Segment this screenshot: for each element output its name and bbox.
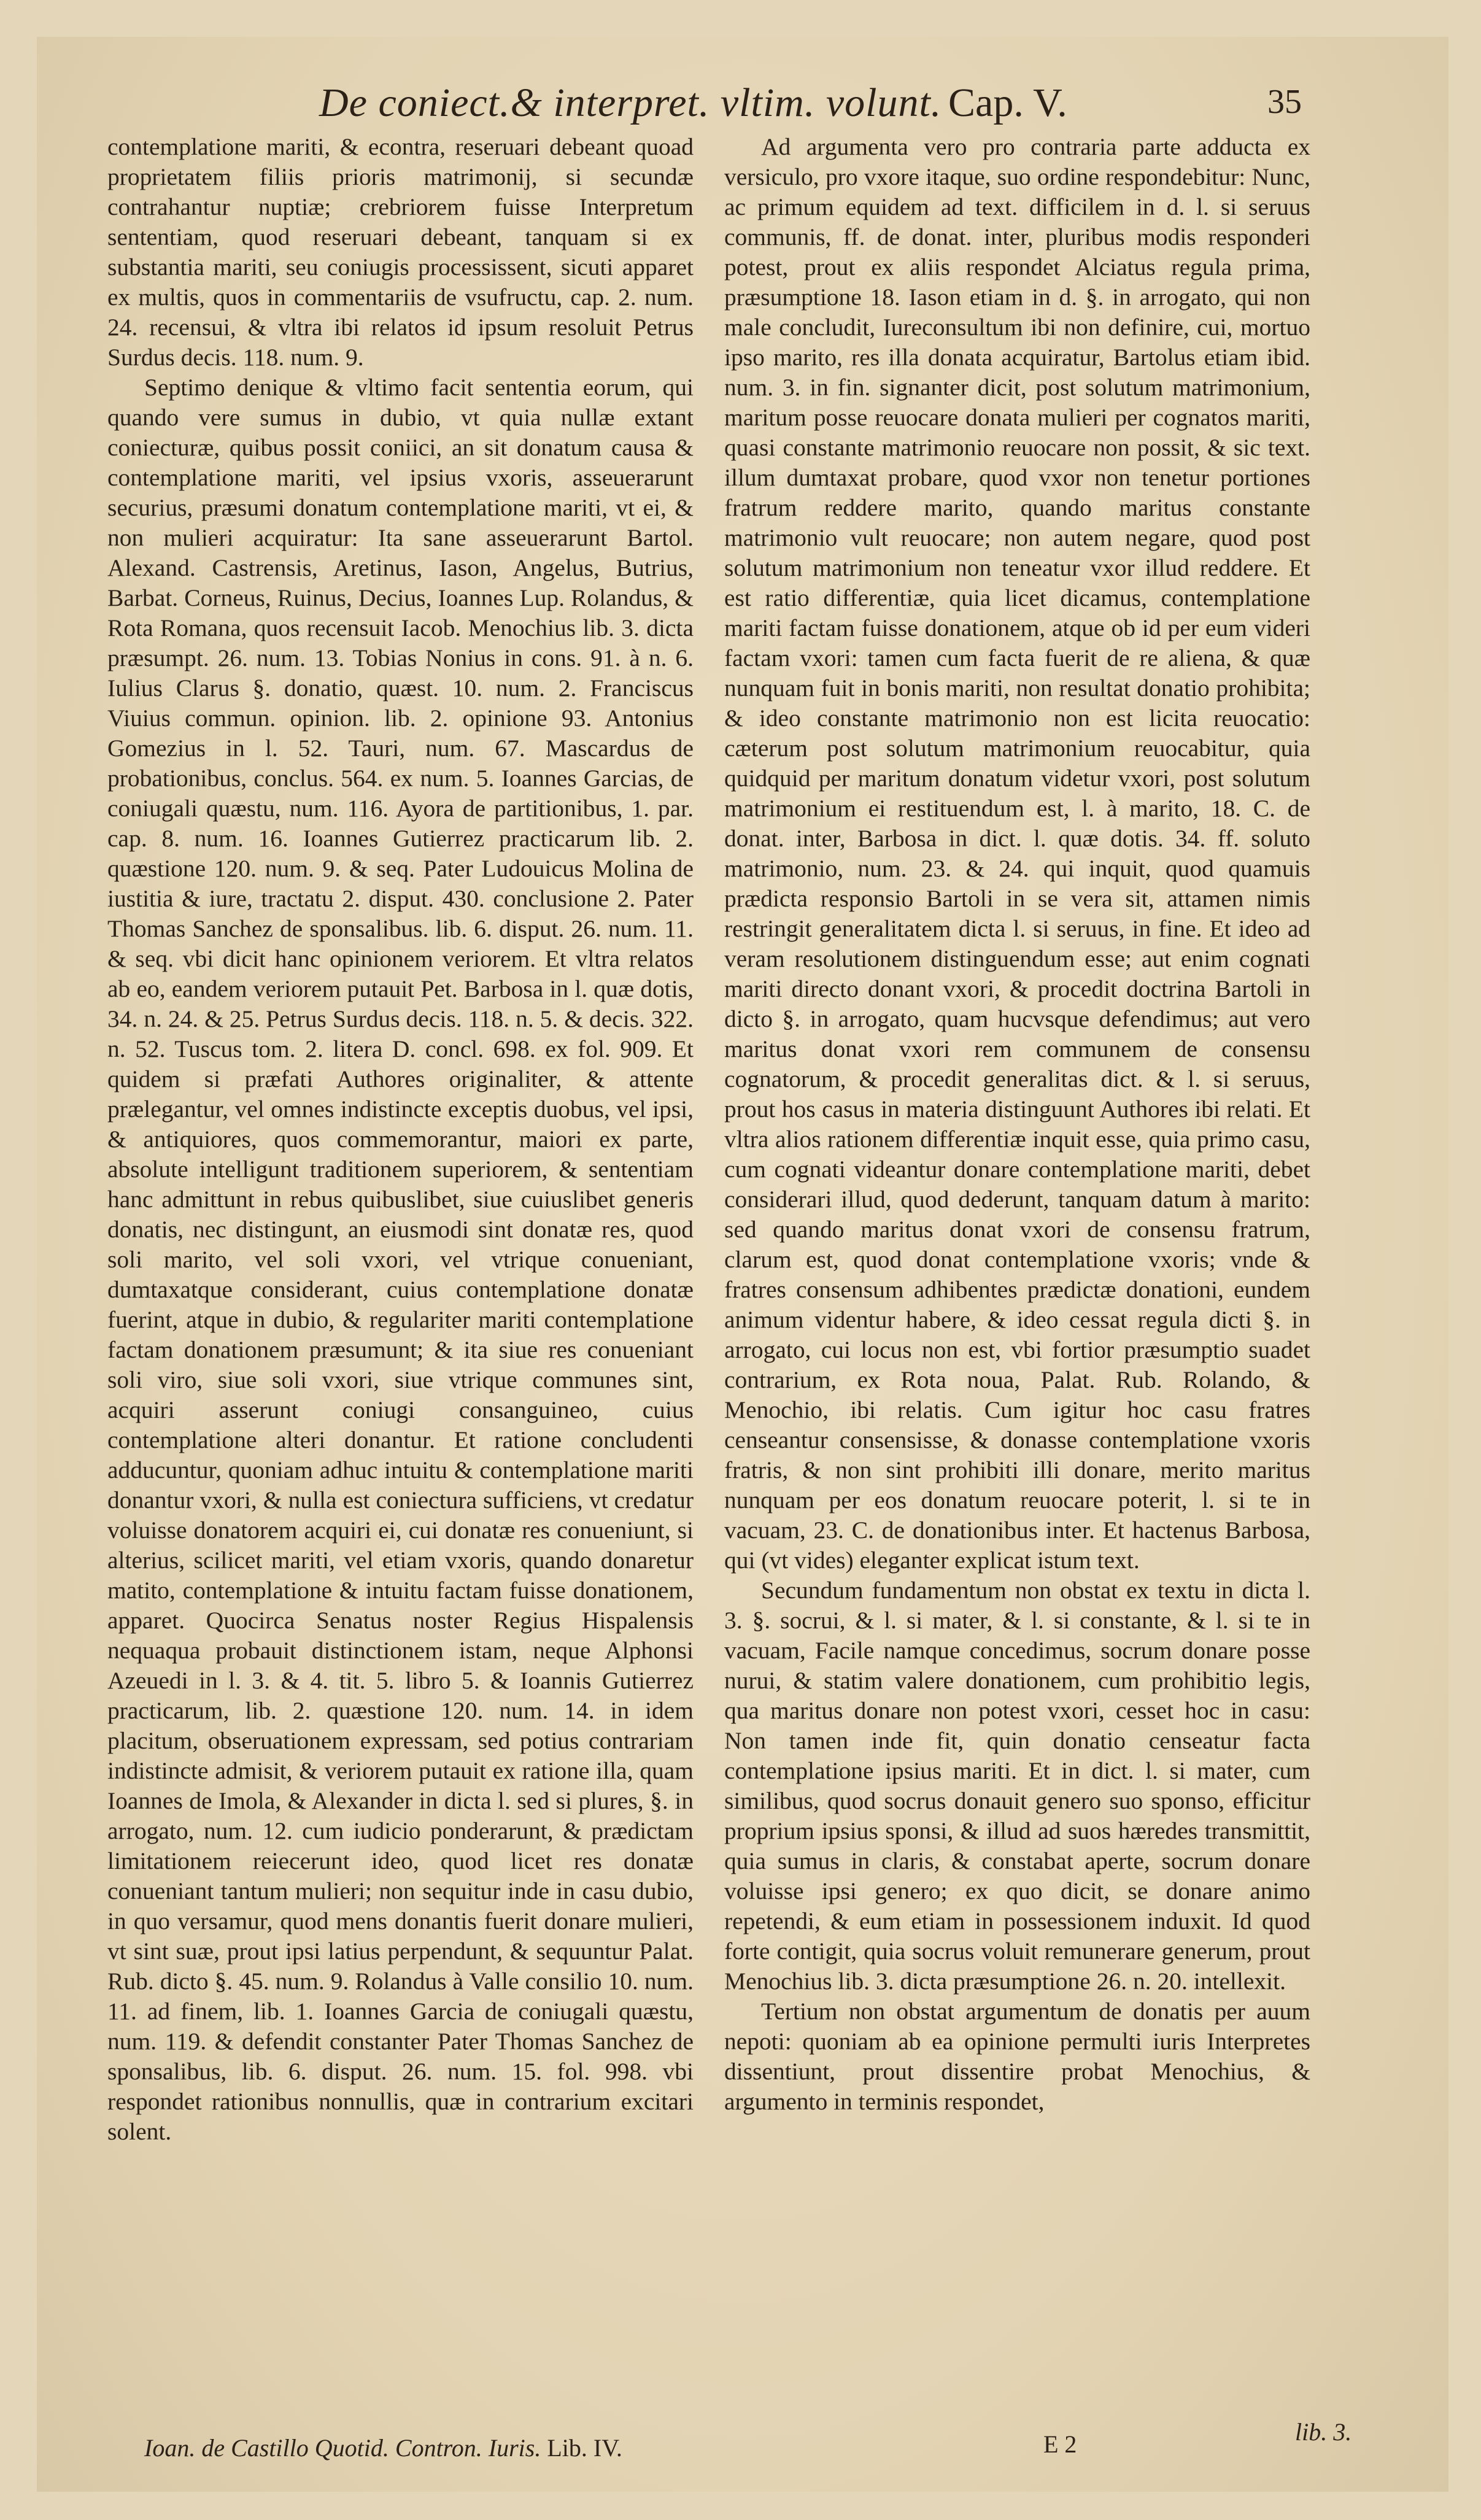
paragraph: Tertium non obstat argumentum de donatis per auum nepoti: quoniam ab ea opinione permulti iuris Interpretes dissentiunt, prout dissentire probat Menochius, & argumento in terminis respondet, [724, 1998, 1310, 2115]
running-title: De coniect.& interpret. vltim. volunt. [319, 80, 942, 125]
paragraph: Ad argumenta vero pro contraria parte adducta ex versiculo, pro vxore itaque, suo ordine respondebitur: Nunc, ac primum equidem ad text. difficilem in d. l. si seruus communis, ff. de donat. inter, pluribus modis responderi potest, prout ex aliis respondet Alciatus regula prima, præsumptione 18. Iason etiam in d. §. in arrogato, qui non male concludit, Iureconsultum ibi non definire, cui, mortuo ipso marito, res illa donata acquiratur, Bartolus etiam ibid. num. 3. in fin. signanter dicit, post solutum matrimonium, maritum posse reuocare donata mulieri per cognatos mariti, quasi constante matrimonio reuocare non possit, & sic text. illum dumtaxat probare, quod vxor non tenetur portiones fratrum reddere marito, quando maritus constante matrimonio vult reuocare; non autem negare, quod post solutum matrimonium non teneatur vxor illud reddere. Et est ratio differentiæ, quia licet dicamus, contemplatione mariti factam fuisse donationem, atque ob id per eum videri factam vxori: tamen cum facta fuerit de re aliena, & quæ nunquam fuit in bonis mariti, non resultat donatio prohibita; & ideo constante matrimonio non est licita reuocatio: cæterum post solutum matrimonium reuocabitur, quia quidquid per maritum donatum videtur vxori, post solutum matrimonium ei restituendum est, l. à marito, 18. C. de donat. inter, Barbosa in dict. l. quæ dotis. 34. ff. soluto matrimonio, num. 23. & 24. qui inquit, quod quamuis prædicta responsio Bartoli in se vera sit, attamen nimis restringit generalitatem dicta l. si seruus, in fine. Et ideo ad veram resolutionem distinguendum esse; aut enim cognati mariti directo donant vxori, & procedit doctrina Bartoli in dicto §. in arrogato, quam hucvsque defendimus; aut vero maritus donat vxori rem communem de consensu cognatorum, & procedit generalitas dict. & l. si seruus, prout hos casus in materia distinguunt Authores ibi relati. Et vltra alios rationem differentiæ inquit esse, quia primo casu, cum cognati videantur donare contemplatione mariti, debet considerari illud, quod dederunt, tanquam datum à marito: sed quando maritus donat vxori de consensu fratrum, clarum est, quod donat contemplatione vxoris; vnde & fratres consensum adhibentes prædictæ donationi, eundem animum videntur habere, & ideo cessat regula dicti §. in arrogato, cui locus non est, vbi fortior præsumptio suadet contrarium, ex Rota noua, Palat. Rub. Rolando, & Menochio, ibi relatis. Cum igitur hoc casu fratres censeantur consensisse, & donasse contemplatione vxoris fratris, & non sint prohibiti illi donare, merito maritus nunquam per eos donatum reuocare poterit, l. si te in vacuam, 23. C. de donationibus inter. Et hactenus Barbosa, qui (vt vides) eleganter explicat istum text. [724, 133, 1310, 1574]
signature-mark: E 2 [1043, 2430, 1077, 2458]
right-column [724, 132, 1310, 2366]
page-footer [0, 2418, 1481, 2470]
paragraph: contemplatione mariti, & econtra, reseruari debeant quoad proprietatem filiis prioris matrimonij, si secundæ contrahantur nuptiæ; crebriorem fuisse Interpretum sententiam, quod reseruari debeant, tanquam si ex substantia mariti, seu coniugis processissent, sicuti apparet ex multis, quos in commentariis de vsufructu, cap. 2. num. 24. recensui, & vltra ibi relatos id ipsum resoluit Petrus Surdus decis. 118. num. 9. [107, 133, 694, 371]
running-head [0, 80, 1481, 135]
catchword: lib. 3. [1295, 2418, 1352, 2446]
page-number: 35 [1267, 83, 1302, 121]
footer-imprint [144, 2433, 622, 2462]
left-column [107, 132, 694, 2366]
paragraph: Septimo denique & vltimo facit sententia eorum, qui quando vere sumus in dubio, vt quia nullæ extant coniecturæ, quibus possit coniici, an sit donatum causa & contemplatione mariti, vel ipsius vxoris, asseuerarunt securius, præsumi donatum contemplatione mariti, vt ei, & non mulieri acquiratur: Ita sane asseuerarunt Bartol. Alexand. Castrensis, Aretinus, Iason, Angelus, Butrius, Barbat. Corneus, Ruinus, Decius, Ioannes Lup. Rolandus, & Rota Romana, quos recensuit Iacob. Menochius lib. 3. dicta præsumpt. 26. num. 13. Tobias Nonius in cons. 91. à n. 6. Iulius Clarus §. donatio, quæst. 10. num. 2. Franciscus Viuius commun. opinion. lib. 2. opinione 93. Antonius Gomezius in l. 52. Tauri, num. 67. Mascardus de probationibus, conclus. 564. ex num. 5. Ioannes Garcias, de coniugali quæstu, num. 116. Ayora de partitionibus, 1. par. cap. 8. num. 16. Ioannes Gutierrez practicarum lib. 2. quæstione 120. num. 9. & seq. Pater Ludouicus Molina de iustitia & iure, tractatu 2. disput. 430. conclusione 2. Pater Thomas Sanchez de sponsalibus. lib. 6. disput. 26. num. 11. & seq. vbi dicit hanc opinionem veriorem. Et vltra relatos ab eo, eandem veriorem putauit Pet. Barbosa in l. quæ dotis, 34. n. 24. & 25. Petrus Surdus decis. 118. n. 5. & decis. 322. n. 52. Tuscus tom. 2. litera D. concl. 698. ex fol. 909. Et quidem si præfati Authores originaliter, & attente prælegantur, vel omnes indistincte exceptis duobus, vel ipsi, & antiquiores, quos commemorantur, maiori ex parte, absolute intelligunt traditionem superiorem, & sententiam hanc admittunt in rebus quibuslibet, siue cuiuslibet generis donatis, nec distingunt, an eiusmodi sint donatæ res, quod soli marito, vel soli vxori, vel vtrique conueniant, dumtaxatque considerant, cuius contemplatione donatæ fuerint, atque in dubio, & regulariter mariti contemplatione factam donationem præsumunt; & ita siue res conueniant soli viro, siue soli vxori, siue vtrique communes sint, acquiri asserunt coniugi consanguineo, cuius contemplatione alteri donantur. Et ratione concludenti adducuntur, quoniam adhuc intuitu & contemplatione mariti donantur vxori, & nulla est coniectura sufficiens, vt credatur voluisse donatorem acquiri ei, cui donatæ res conueniunt, si alterius, scilicet mariti, vel etiam vxoris, quando donaretur matito, contemplatione & intuitu factam fuisse donationem, apparet. Quocirca Senatus noster Regius Hispalensis nequaqua probauit distinctionem istam, neque Alphonsi Azeuedi in l. 3. & 4. tit. 5. libro 5. & Ioannis Gutierrez practicarum, lib. 2. quæstione 120. num. 14. in idem placitum, obseruationem expressam, sed potius contrariam indistincte admisit, & veriorem putauit ex ratione illa, quam Ioannes de Imola, & Alexander in dicta l. sed si plures, §. in arrogato, num. 12. cum iudicio ponderarunt, & prædictam limitationem reiecerunt ideo, quod licet res donatæ conueniant tantum mulieri; non sequitur inde in casu dubio, in quo versamur, quod mens donantis fuerit donare mulieri, vt sint suæ, prout ipsi latius perpendunt, & sequuntur Palat. Rub. dicto §. 45. num. 9. Rolandus à Valle consilio 10. num. 11. ad finem, lib. 1. Ioannes Garcia de coniugali quæstu, num. 119. & defendit constanter Pater Thomas Sanchez de sponsalibus, lib. 6. disput. 26. num. 15. fol. 998. vbi respondet rationibus nonnullis, quæ in contrarium excitari solent. [107, 374, 694, 2145]
imprint-book: Lib. IV. [547, 2434, 622, 2462]
chapter-label: Cap. V. [948, 80, 1067, 125]
imprint-text: Ioan. de Castillo Quotid. Contron. Iuris. [144, 2434, 541, 2462]
paragraph: Secundum fundamentum non obstat ex textu in dicta l. 3. §. socrui, & l. si mater, & l. si constante, & l. si te in vacuam, Facile namque concedimus, socrum donare posse nurui, & statim valere donationem, cum prohibitio legis, qua maritus donare non potest vxori, cesset hoc in casu: Non tamen inde fit, quin donatio censeatur facta contemplatione ipsius mariti. Et in dict. l. si mater, cum similibus, quod socrus donauit genero suo sponso, efficitur proprium ipsius sponsi, & illud ad suos hæredes transmittit, quia sumus in claris, & constabat aperte, socrum donare voluisse ipsi genero; ex quo dicit, se donare animo repetendi, & eum etiam in possessionem induxit. Id quod forte contigit, quia socrus voluit remunerare generum, prout Menochius lib. 3. dicta præsumptione 26. n. 20. intellexit. [724, 1577, 1310, 1995]
